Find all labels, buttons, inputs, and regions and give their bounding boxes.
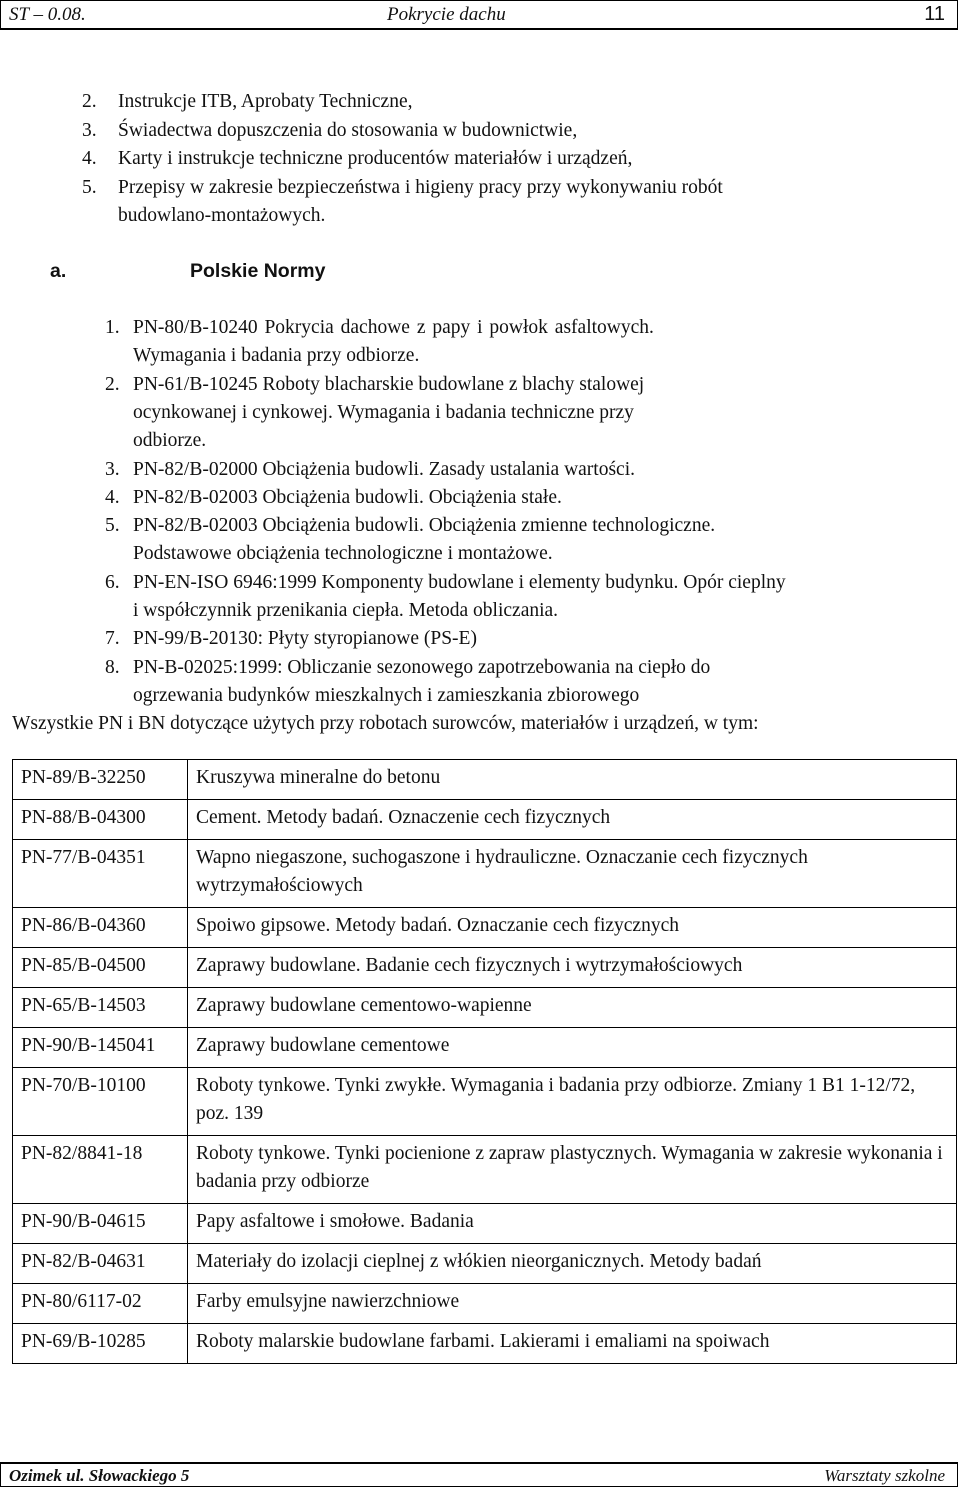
footer-organization: Warsztaty szkolne — [824, 1466, 945, 1485]
list-item: Karty i instrukcje techniczne producentów materiałów i urządzeń, — [118, 148, 633, 169]
section-letter: a. — [50, 260, 67, 282]
norm-item: PN-82/B-02003 Obciążenia budowli. Obciążenia stałe. — [133, 487, 562, 508]
list-number: 3. — [105, 459, 120, 480]
page-number: 11 — [924, 3, 945, 25]
standard-code: PN-80/6117-02 — [13, 1284, 188, 1324]
list-number: 2. — [105, 374, 120, 395]
norm-item-continuation: i współczynnik przenikania ciepła. Metoda obliczania. — [133, 600, 559, 621]
standard-code: PN-77/B-04351 — [13, 840, 188, 908]
list-item: Instrukcje ITB, Aprobaty Techniczne, — [118, 91, 413, 112]
norm-item-continuation: Wymagania i badania przy odbiorze. — [133, 345, 420, 366]
table-row — [13, 1204, 957, 1244]
standard-code: PN-86/B-04360 — [13, 908, 188, 948]
norm-item: PN-80/B-10240 Pokrycia dachowe z papy i powłok asfaltowych. — [133, 317, 654, 338]
table-row — [13, 1324, 957, 1364]
table-row — [13, 800, 957, 840]
norm-item-continuation: ocynkowanej i cynkowej. Wymagania i badania techniczne przy — [133, 402, 634, 423]
norm-item-continuation: ogrzewania budynków mieszkalnych i zamieszkania zbiorowego — [133, 685, 640, 706]
standard-description: Roboty tynkowe. Tynki zwykłe. Wymagania i badania przy odbiorze. Zmiany 1 B1 1-12/72, poz. 139 — [188, 1068, 957, 1136]
table-row — [13, 1136, 957, 1204]
table-row — [13, 760, 957, 800]
section-title: Polskie Normy — [190, 260, 326, 282]
standard-description: Materiały do izolacji cieplnej z włókien nieorganicznych. Metody badań — [188, 1244, 957, 1284]
norm-item: PN-EN-ISO 6946:1999 Komponenty budowlane i elementy budynku. Opór cieplny — [133, 572, 786, 593]
standard-code: PN-82/8841-18 — [13, 1136, 188, 1204]
list-item: Przepisy w zakresie bezpieczeństwa i higieny pracy przy wykonywaniu robót — [118, 177, 723, 198]
standard-description: Zaprawy budowlane cementowo-wapienne — [188, 988, 957, 1028]
list-item-justified — [118, 177, 942, 199]
table-row — [13, 1244, 957, 1284]
standard-description: Farby emulsyjne nawierzchniowe — [188, 1284, 957, 1324]
standard-description: Cement. Metody badań. Oznaczenie cech fizycznych — [188, 800, 957, 840]
standard-description: Zaprawy budowlane cementowe — [188, 1028, 957, 1068]
summary-text: Wszystkie PN i BN dotyczące użytych przy robotach surowców, materiałów i urządzeń, w tym: — [12, 713, 759, 734]
page-header — [0, 0, 958, 30]
page-footer — [0, 1462, 958, 1487]
standard-code: PN-82/B-04631 — [13, 1244, 188, 1284]
table-row — [13, 1028, 957, 1068]
list-number: 2. — [82, 91, 97, 112]
standard-description: Kruszywa mineralne do betonu — [188, 760, 957, 800]
list-number: 6. — [105, 572, 120, 593]
standard-code: PN-89/B-32250 — [13, 760, 188, 800]
standard-description: Roboty malarskie budowlane farbami. Lakierami i emaliami na spoiwach — [188, 1324, 957, 1364]
list-number: 5. — [82, 177, 97, 198]
list-item-continuation: budowlano-montażowych. — [118, 205, 326, 226]
footer-address: Ozimek ul. Słowackiego 5 — [9, 1466, 190, 1485]
list-number: 7. — [105, 628, 120, 649]
table-row — [13, 908, 957, 948]
table-row — [13, 1068, 957, 1136]
norm-item: PN-61/B-10245 Roboty blacharskie budowlane z blachy stalowej — [133, 374, 645, 395]
standard-description: Papy asfaltowe i smołowe. Badania — [188, 1204, 957, 1244]
standard-description: Wapno niegaszone, suchogaszone i hydrauliczne. Oznaczanie cech fizycznych wytrzymałościowych — [188, 840, 957, 908]
norm-item: PN-82/B-02000 Obciążenia budowli. Zasady ustalania wartości. — [133, 459, 636, 480]
standard-code: PN-70/B-10100 — [13, 1068, 188, 1136]
list-number: 8. — [105, 657, 120, 678]
norm-item-continuation: odbiorze. — [133, 430, 207, 451]
standards-table — [12, 759, 957, 1364]
table-row — [13, 948, 957, 988]
standard-code: PN-88/B-04300 — [13, 800, 188, 840]
list-number: 4. — [105, 487, 120, 508]
document-title: Pokrycie dachu — [387, 4, 506, 25]
standard-description: Spoiwo gipsowe. Metody badań. Oznaczanie cech fizycznych — [188, 908, 957, 948]
standard-code: PN-85/B-04500 — [13, 948, 188, 988]
standard-description: Zaprawy budowlane. Badanie cech fizycznych i wytrzymałościowych — [188, 948, 957, 988]
standard-code: PN-65/B-14503 — [13, 988, 188, 1028]
spec-code: ST – 0.08. — [9, 4, 86, 25]
list-item: Świadectwa dopuszczenia do stosowania w budownictwie, — [118, 120, 578, 141]
list-number: 3. — [82, 120, 97, 141]
table-row — [13, 840, 957, 908]
list-number: 5. — [105, 515, 120, 536]
norm-item-continuation: Podstawowe obciążenia technologiczne i montażowe. — [133, 543, 553, 564]
norm-item: PN-82/B-02003 Obciążenia budowli. Obciążenia zmienne technologiczne. — [133, 515, 716, 536]
norm-item: PN-B-02025:1999: Obliczanie sezonowego zapotrzebowania na ciepło do — [133, 657, 711, 678]
list-number: 4. — [82, 148, 97, 169]
table-row — [13, 988, 957, 1028]
standard-code: PN-90/B-04615 — [13, 1204, 188, 1244]
standard-description: Roboty tynkowe. Tynki pocienione z zapraw plastycznych. Wymagania w zakresie wykonania i badania przy odbiorze — [188, 1136, 957, 1204]
standard-code: PN-69/B-10285 — [13, 1324, 188, 1364]
list-number: 1. — [105, 317, 120, 338]
table-row — [13, 1284, 957, 1324]
standard-code: PN-90/B-145041 — [13, 1028, 188, 1068]
norm-item: PN-99/B-20130: Płyty styropianowe (PS-E) — [133, 628, 477, 649]
